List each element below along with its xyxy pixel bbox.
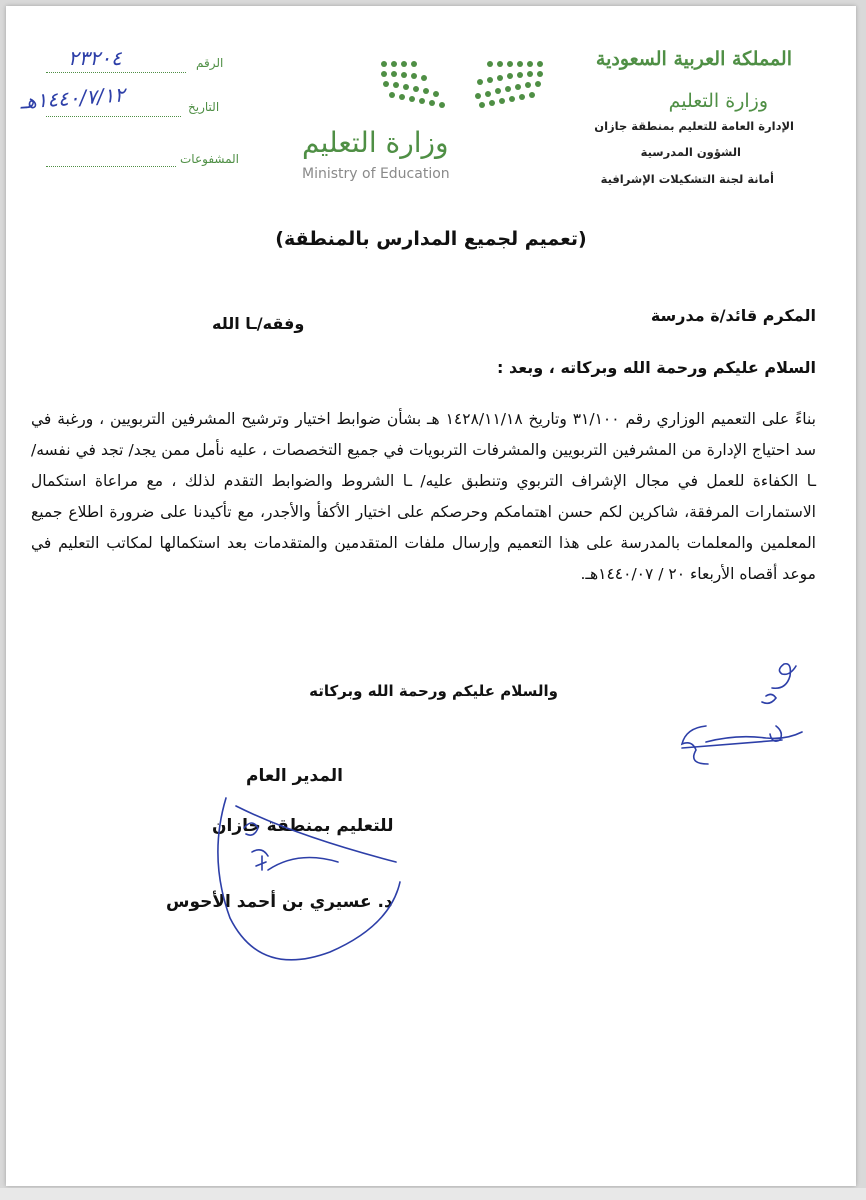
letter-subject: (تعميم لجميع المدارس بالمنطقة): [275, 228, 587, 250]
page-bottom-edge: [0, 1188, 866, 1200]
letter-page: [6, 6, 856, 1186]
date-label: التاريخ: [188, 100, 220, 114]
logo-arabic-text: وزارة التعليم: [302, 126, 449, 159]
school-affairs: الشؤون المدرسية: [640, 145, 741, 159]
date-value: ١٤٤٠/٧/١٢هـ: [19, 82, 126, 114]
kingdom-name: المملكة العربية السعودية: [595, 48, 792, 70]
closing-line: والسلام عليكم ورحمة الله وبركاته: [309, 682, 558, 700]
signatory-org: للتعليم بمنطقة جازان: [212, 816, 394, 836]
greeting-line: السلام عليكم ورحمة الله وبركاته ، وبعد :: [497, 358, 816, 377]
number-line: [46, 72, 186, 73]
date-line: [46, 116, 181, 117]
signatory-name: د. عسيري بن أحمد الأحوس: [166, 892, 393, 912]
directorate-name: الإدارة العامة للتعليم بمنطقة جازان: [594, 119, 794, 133]
ministry-name: وزارة التعليم: [668, 90, 768, 112]
signatory-title: المدير العام: [246, 766, 343, 786]
attachments-label: المشفوعات: [180, 152, 240, 166]
number-value: ٢٣٢٠٤: [68, 46, 122, 70]
number-label: الرقم: [196, 56, 224, 70]
logo-english-text: Ministry of Education: [302, 166, 450, 182]
letter-body: بناءً على التعميم الوزاري رقم ٣١/١٠٠ وتاريخ ١٤٢٨/١١/١٨ هـ بشأن ضوابط اختيار وترشيح المشرفين التربويين ، ورغبة في سد احتياج الإدارة من المشرفين التربويين والمشرفات التربويات في جميع التخصصات ، عليه نأمل ممن يجد/ تجد في نفسه/ ـا الكفاءة للعمل في مجال الإشراف التربوي وتنطبق عليه/ ـا الشروط والضوابط التقدم لذلك ، مع مراعاة استكمال الاستمارات المرفقة، شاكرين لكم حسن اهتمامكم وحرصكم على اختيار الأكفأ والأجدر، مع تأكيدنا على ضرورة اطلاع جميع المعلمين والمعلمات بالمدرسة على هذا التعميم وإرسال ملفات المتقدمين والمتقدمات بعد استكمالها لمكاتب التعليم في موعد أقصاه الأربعاء ٢٠ / ١٤٤٠/٠٧هـ.: [31, 410, 816, 583]
attachments-line: [46, 166, 176, 167]
blessing-line: وفقه/ـا الله: [212, 314, 305, 333]
recipient-line: المكرم قائد/ة مدرسة: [650, 306, 816, 325]
committee-name: أمانة لجنة التشكيلات الإشرافية: [600, 172, 774, 186]
